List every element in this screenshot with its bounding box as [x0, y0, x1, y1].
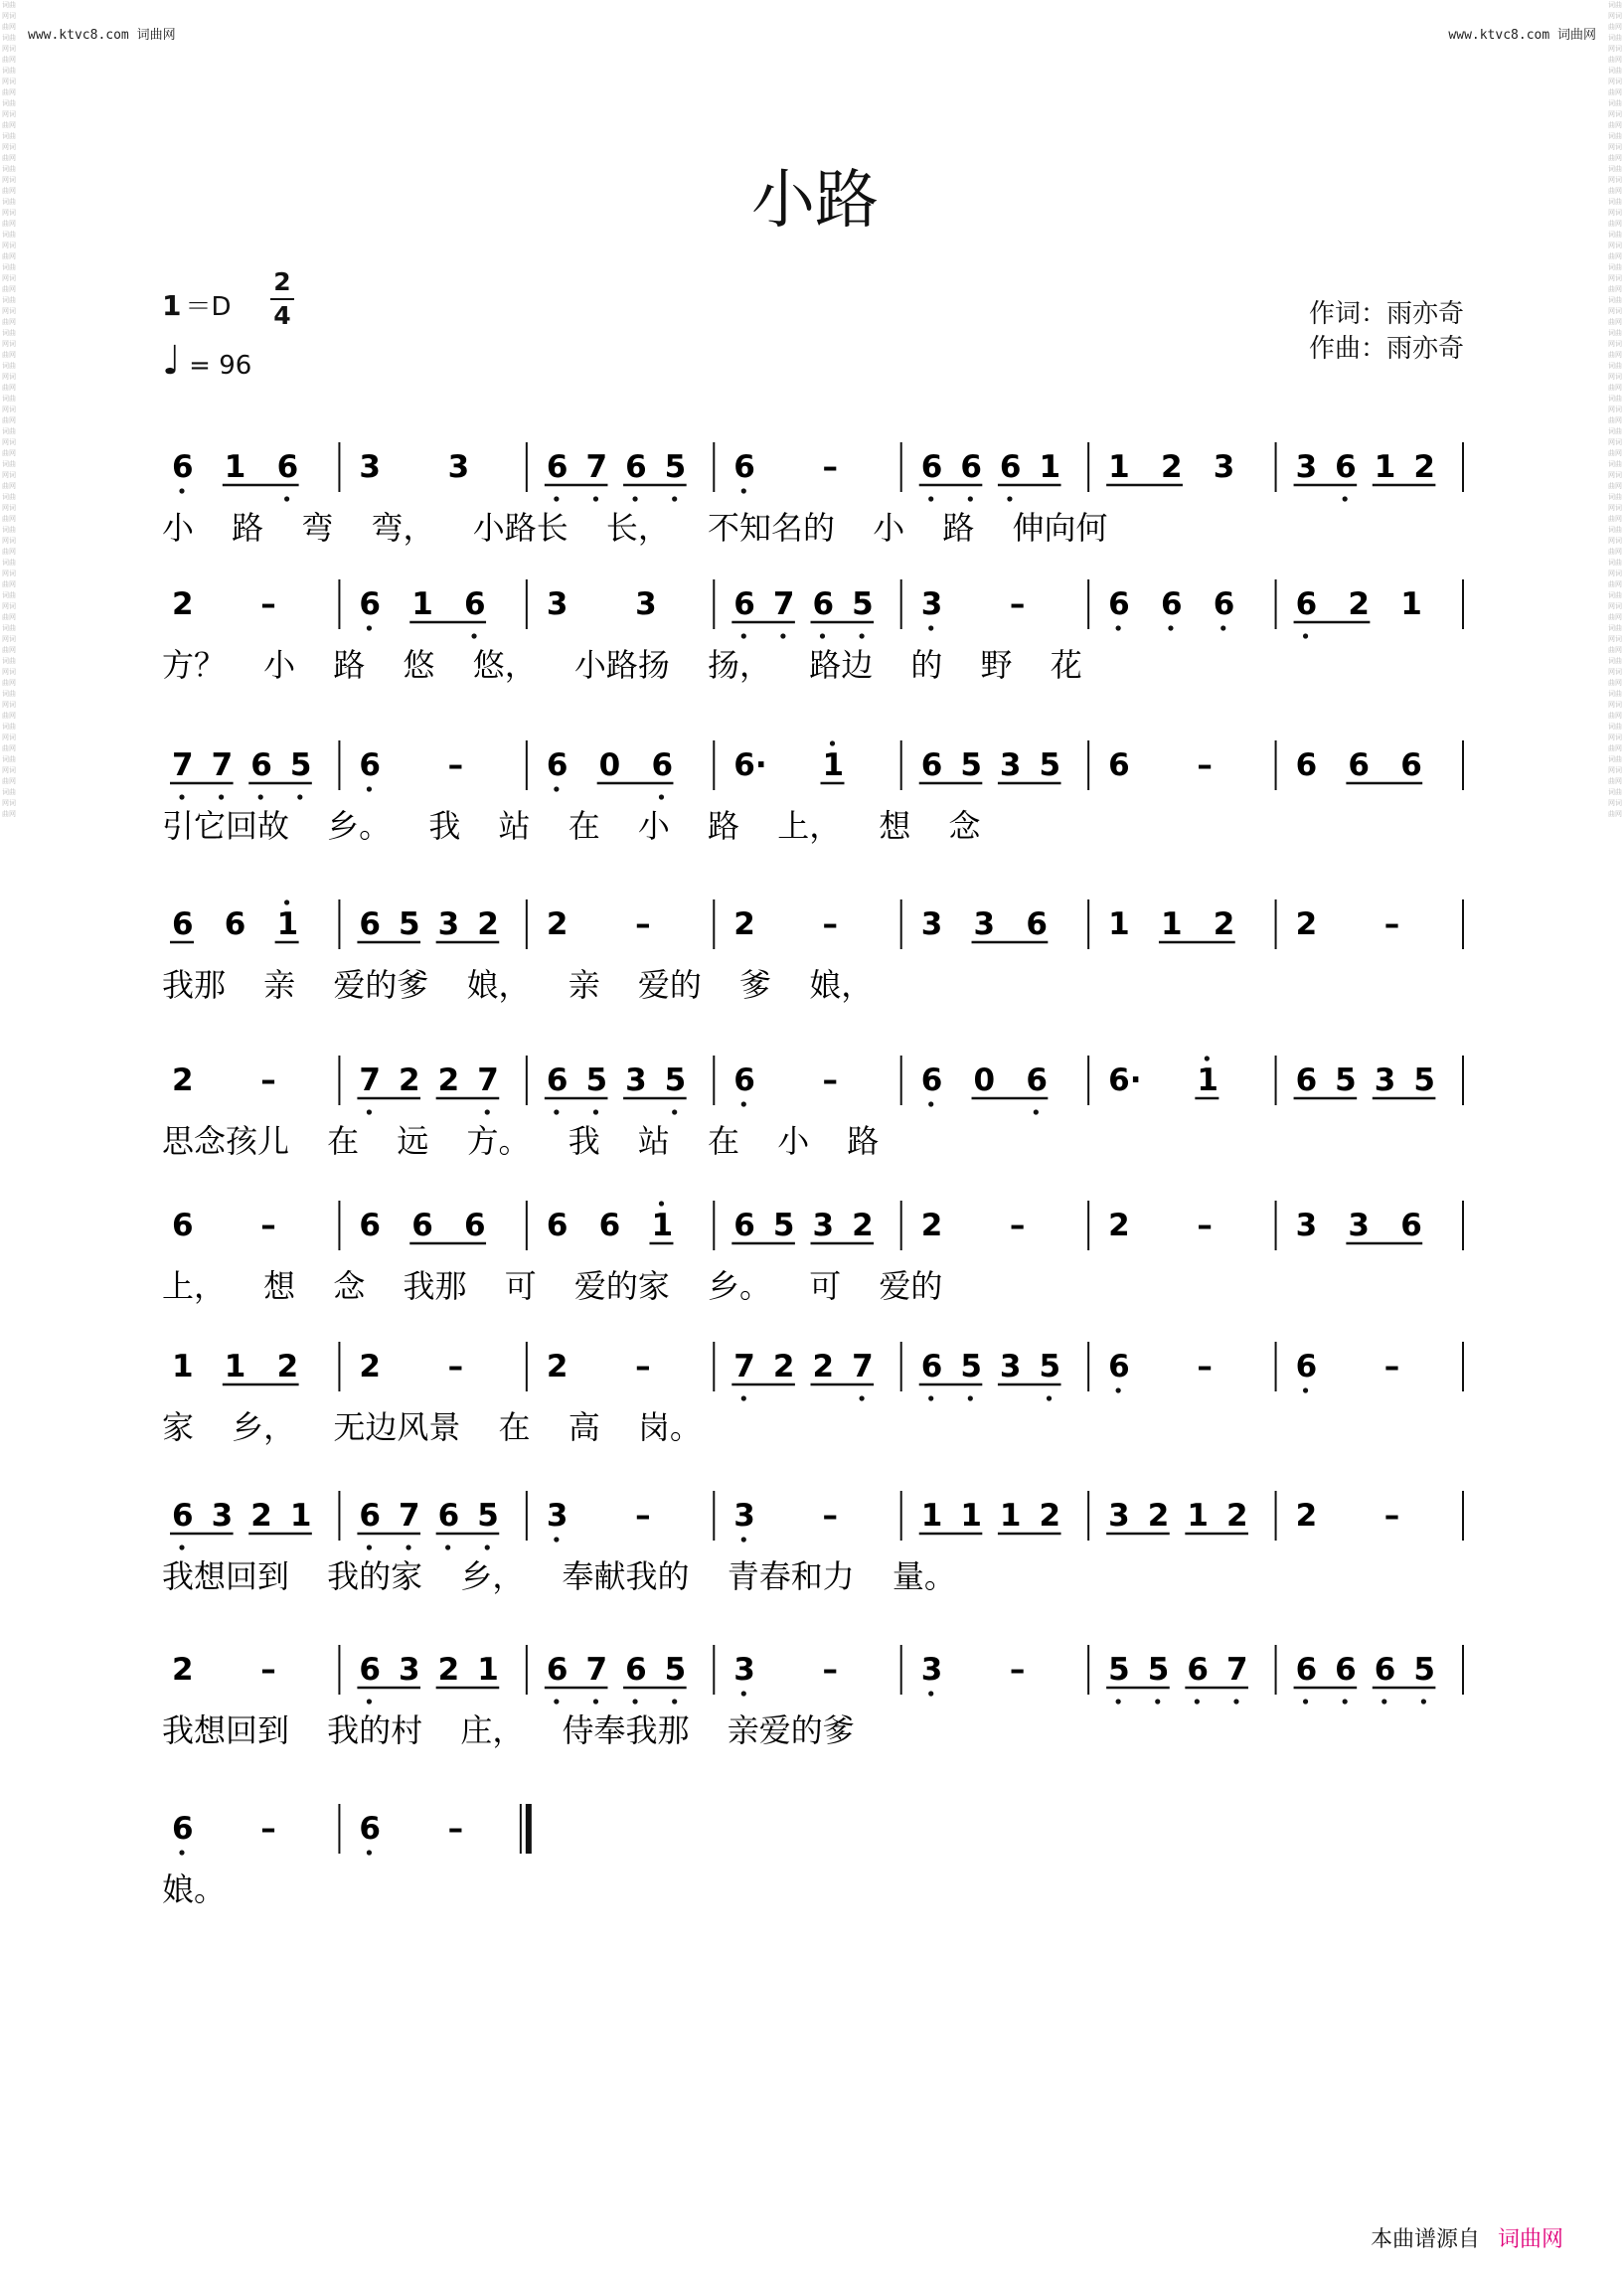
low-octave-dot [219, 794, 224, 799]
note-digit: 6 [960, 449, 982, 485]
note-digit: 6 [250, 747, 272, 783]
note-digit: – [1197, 1349, 1213, 1384]
note-digit: 3 [546, 586, 568, 622]
note-digit: 1 [1187, 1498, 1209, 1534]
low-octave-dot [1007, 496, 1012, 501]
note-digit: 3 [437, 906, 460, 942]
low-octave-dot [179, 488, 184, 493]
low-octave-dot [672, 1109, 677, 1114]
low-octave-dot [554, 786, 559, 791]
lyric-line: 思念孩儿 在 远 方。 我 站 在 小 路 [162, 1122, 880, 1160]
note-digit: – [447, 1811, 464, 1847]
note-digit: 0 [973, 1062, 996, 1098]
low-octave-dot [1034, 1109, 1039, 1114]
low-octave-dot [1155, 1699, 1160, 1704]
note-digit: 6 [359, 1811, 382, 1847]
note-digit: 6 [172, 1811, 194, 1847]
low-octave-dot [1220, 625, 1225, 630]
low-octave-dot [741, 1101, 746, 1106]
lyric-line: 小 路 弯 弯， 小路长 长， 不知名的 小 路 伸向何 [162, 509, 1108, 547]
low-octave-dot [928, 496, 933, 501]
note-digit: 1 [1108, 906, 1130, 942]
note-digit: 6 [359, 586, 382, 622]
low-octave-dot [928, 1691, 933, 1696]
low-octave-dot [672, 1699, 677, 1704]
note-digit: 2 [920, 1208, 943, 1243]
note-digit: 6 [920, 449, 943, 485]
note-digit: 1 [477, 1652, 499, 1688]
note-digit: 2 [172, 1062, 194, 1098]
low-octave-dot [1233, 1699, 1238, 1704]
note-digit: 1 [822, 747, 845, 783]
note-digit: 3 [999, 1349, 1022, 1384]
note-digit: 6 [1160, 586, 1183, 622]
quarter-note-icon: ♩ [162, 338, 181, 384]
note-digit: 6 [1374, 1652, 1396, 1688]
site-header-right[interactable]: www.ktvc8.com 词曲网 [1448, 28, 1596, 43]
note-digit: 7 [477, 1062, 499, 1098]
note-digit: – [260, 1652, 276, 1688]
note-digit: – [260, 586, 276, 622]
note-digit: 1 [1160, 906, 1183, 942]
lyric-line: 家 乡， 无边风景 在 高 岗。 [162, 1408, 702, 1446]
note-digit: 5 [1039, 1349, 1061, 1384]
watermark-left: 词曲网词曲网词曲网词曲网词曲网词曲网词曲网词曲网词曲网词曲网词曲网词曲网词曲网词曲网词曲网词曲网词曲网词曲网词曲网词曲网词曲网词曲网词曲网词曲网词曲网词曲网词曲网词曲网词曲网词曲网词曲网词曲网词曲网词曲网词曲网词曲网词曲网词曲网词曲网词曲网词曲网词曲网词曲网词曲网词曲网词曲网词曲网词曲网词曲网词曲网 [2, 1, 16, 818]
note-digit: 7 [585, 1652, 608, 1688]
note-digit: 6 [172, 1208, 194, 1243]
key-tonic: 1 [162, 289, 182, 322]
note-digit: – [1383, 1349, 1400, 1384]
note-digit: 6 [1400, 1208, 1422, 1243]
lyric-line: 我想回到 我的村 庄， 侍奉我那 亲爱的爹 [162, 1711, 855, 1749]
footer-source [1371, 2222, 1563, 2253]
low-octave-dot [554, 496, 559, 501]
low-octave-dot [593, 1109, 598, 1114]
note-digit: 1 [276, 906, 299, 942]
song-title: 小路 [751, 164, 879, 238]
lyric-line: 引它回故 乡。 我 站 在 小 路 上， 想 念 [162, 807, 981, 845]
note-digit: 6 [598, 1208, 621, 1243]
note-digit: – [635, 906, 651, 942]
note-digit: 1 [1400, 586, 1422, 622]
low-octave-dot [860, 633, 865, 638]
note-digit: 2 [1413, 449, 1435, 485]
note-digit: – [1009, 1652, 1026, 1688]
note-digit: 6 [812, 586, 835, 622]
note-digit: 6 [1108, 1349, 1130, 1384]
low-octave-dot [860, 1395, 865, 1400]
note-digit: 6 [733, 1208, 755, 1243]
low-octave-dot [1421, 1699, 1426, 1704]
note-digit: 2 [359, 1349, 382, 1384]
note-digit: – [260, 1208, 276, 1243]
note-digit: – [447, 747, 464, 783]
note-digit: 1 [411, 586, 433, 622]
note-digit: 6 [172, 449, 194, 485]
note-digit: 6 [625, 449, 647, 485]
lyric-line: 方？ 小 路 悠 悠， 小路扬 扬， 路边 的 野 花 [162, 646, 1082, 684]
note-digit: 2 [1108, 1208, 1130, 1243]
note-digit: 2 [1225, 1498, 1248, 1534]
note-digit: 5 [477, 1498, 499, 1534]
note-digit: 3 [399, 1652, 420, 1688]
note-digit: 2 [1213, 906, 1235, 942]
note-digit: – [260, 1062, 276, 1098]
note-digit: 7 [1225, 1652, 1248, 1688]
low-octave-dot [968, 1395, 973, 1400]
note-digit: – [822, 1062, 838, 1098]
note-digit: 1 [999, 1498, 1022, 1534]
note-digit: 5 [1335, 1062, 1357, 1098]
note-digit: 5 [772, 1208, 795, 1243]
low-octave-dot [1381, 1699, 1386, 1704]
note-digit: 5 [664, 1652, 687, 1688]
low-octave-dot [1116, 1699, 1121, 1704]
note-digit: 2 [1295, 906, 1318, 942]
note-digit: 5 [1413, 1652, 1435, 1688]
note-digit: 3 [635, 586, 657, 622]
note-digit: 6 [1213, 586, 1235, 622]
low-octave-dot [1303, 1699, 1308, 1704]
note-digit: 5 [960, 1349, 982, 1384]
note-digit: 6 [1348, 747, 1370, 783]
note-digit: 5 [960, 747, 982, 783]
note-digit: 5 [289, 747, 312, 783]
note-digit: – [822, 1652, 838, 1688]
note-digit: 7 [211, 747, 234, 783]
low-octave-dot [554, 1109, 559, 1114]
note-digit: 2 [1295, 1498, 1318, 1534]
note-digit: – [822, 1498, 838, 1534]
key-name: ＝D [185, 292, 232, 322]
note-digit: 6 [172, 1498, 194, 1534]
low-octave-dot [1303, 633, 1308, 638]
low-octave-dot [928, 625, 933, 630]
note-digit: 6 [411, 1208, 433, 1243]
note-digit: 2 [852, 1208, 874, 1243]
note-digit: 3 [812, 1208, 835, 1243]
note-digit: 6 [733, 449, 755, 485]
low-octave-dot [445, 1545, 450, 1549]
low-octave-dot [968, 496, 973, 501]
low-octave-dot [367, 786, 372, 791]
low-octave-dot [593, 1699, 598, 1704]
note-digit: 6 [359, 1652, 382, 1688]
low-octave-dot [179, 1850, 184, 1855]
note-digit: 6 [1295, 747, 1318, 783]
note-digit: 7 [399, 1498, 420, 1534]
note-digit: 6 [1295, 1349, 1318, 1384]
note-digit: 3 [733, 1498, 755, 1534]
low-octave-dot [1343, 1699, 1348, 1704]
note-digit: 6 [546, 1062, 568, 1098]
low-octave-dot [741, 1537, 746, 1542]
note-digit: 2 [546, 906, 568, 942]
lyric-line: 我那 亲 爱的爹 娘， 亲 爱的 爹 娘， [162, 966, 874, 1004]
low-octave-dot [1303, 1387, 1308, 1392]
note-digit: 6 [359, 906, 382, 942]
low-octave-dot [1047, 1395, 1052, 1400]
note-digit: 3 [1348, 1208, 1370, 1243]
footer-source-text: 本曲谱源自 [1371, 2227, 1481, 2252]
note-digit: 5 [1039, 747, 1061, 783]
note-digit: 2 [1147, 1498, 1170, 1534]
low-octave-dot [1168, 625, 1173, 630]
note-digit: 7 [585, 449, 608, 485]
note-digit: – [1009, 1208, 1026, 1243]
note-digit: – [822, 906, 838, 942]
note-digit: 6 [546, 1208, 568, 1243]
note-digit: 1 [960, 1498, 982, 1534]
note-digit: 6 [733, 1062, 755, 1098]
note-digit: – [635, 1349, 651, 1384]
note-digit: 2 [1160, 449, 1183, 485]
note-digit: 2 [276, 1349, 299, 1384]
note-digit: 1 [1374, 449, 1396, 485]
note-digit: 6 [172, 906, 194, 942]
note-digit: 2 [437, 1062, 460, 1098]
note-digit: – [1197, 1208, 1213, 1243]
note-digit: 2 [477, 906, 499, 942]
low-octave-dot [741, 1395, 746, 1400]
note-digit: 6 [546, 1652, 568, 1688]
note-digit: – [1383, 1498, 1400, 1534]
note-digit: 6 [546, 449, 568, 485]
note-digit: 1 [920, 1498, 943, 1534]
lyric-line: 娘。 [162, 1871, 227, 1908]
note-digit: 5 [664, 1062, 687, 1098]
low-octave-dot [284, 496, 289, 501]
note-digit: 6 [1187, 1652, 1209, 1688]
low-octave-dot [367, 1109, 372, 1114]
note-digit: 2 [546, 1349, 568, 1384]
note-digit: 3 [211, 1498, 234, 1534]
note-digit: – [1383, 906, 1400, 942]
low-octave-dot [780, 633, 785, 638]
time-sig-top: 2 [273, 267, 291, 296]
note-digit: 3 [920, 586, 943, 622]
note-digit: 3 [1374, 1062, 1396, 1098]
note-digit: 2 [812, 1349, 835, 1384]
high-octave-dot [284, 899, 289, 904]
note-digit: 3 [546, 1498, 568, 1534]
note-digit: 5 [664, 449, 687, 485]
low-octave-dot [367, 1545, 372, 1549]
note-digit: 6 [1295, 1062, 1318, 1098]
note-digit: 1 [224, 1349, 246, 1384]
note-digit: 6 [359, 747, 382, 783]
note-digit: 3 [1295, 1208, 1318, 1243]
note-digit: 2 [437, 1652, 460, 1688]
note-digit: 1 [172, 1349, 194, 1384]
note-digit: 6 [1400, 747, 1422, 783]
low-octave-dot [297, 794, 302, 799]
note-digit: 1 [224, 449, 246, 485]
low-octave-dot [632, 1699, 637, 1704]
low-octave-dot [1195, 1699, 1200, 1704]
note-digit: 6 [651, 747, 674, 783]
footer-brand-link[interactable]: 词曲网 [1498, 2227, 1564, 2252]
lyric-line: 上， 想 念 我那 可 爱的家 乡。 可 爱的 [162, 1267, 943, 1305]
note-digit: 7 [172, 747, 194, 783]
note-digit: 7 [772, 586, 795, 622]
note-digit: – [1009, 586, 1026, 622]
note-digit: 6 [1295, 586, 1318, 622]
low-octave-dot [258, 794, 263, 799]
low-octave-dot [820, 633, 825, 638]
note-digit: 1 [1197, 1062, 1218, 1098]
low-octave-dot [1343, 496, 1348, 501]
note-digit: 2 [250, 1498, 272, 1534]
note-digit: 6 [224, 906, 246, 942]
note-digit: 6 [1108, 747, 1130, 783]
note-digit: 6 [1335, 1652, 1357, 1688]
low-octave-dot [741, 633, 746, 638]
lyricist-credit: 作词：雨亦奇 [1308, 299, 1464, 329]
note-digit: 1 [289, 1498, 312, 1534]
note-digit: 6 [920, 1349, 943, 1384]
note-digit: 6 [920, 747, 943, 783]
note-digit: 6· [733, 747, 767, 783]
note-digit: 5 [852, 586, 874, 622]
note-digit: 6 [999, 449, 1022, 485]
low-octave-dot [485, 1109, 490, 1114]
note-digit: – [1197, 747, 1213, 783]
note-digit: 6 [437, 1498, 460, 1534]
note-digit: 5 [399, 906, 420, 942]
note-digit: 6· [1108, 1062, 1142, 1098]
note-digit: 3 [1295, 449, 1318, 485]
note-digit: 5 [1108, 1652, 1130, 1688]
low-octave-dot [741, 1691, 746, 1696]
note-digit: 6 [359, 1208, 382, 1243]
low-octave-dot [179, 1545, 184, 1549]
low-octave-dot [1116, 1387, 1121, 1392]
note-digit: 1 [1108, 449, 1130, 485]
tempo-value: = 96 [189, 351, 252, 381]
note-digit: 2 [1348, 586, 1370, 622]
low-octave-dot [367, 1699, 372, 1704]
note-digit: 6 [1026, 906, 1048, 942]
low-octave-dot [672, 496, 677, 501]
low-octave-dot [741, 488, 746, 493]
low-octave-dot [928, 1395, 933, 1400]
high-octave-dot [1205, 1056, 1210, 1060]
note-digit: 1 [651, 1208, 674, 1243]
note-digit: 2 [772, 1349, 795, 1384]
lyric-line: 我想回到 我的家 乡， 奉献我的 青春和力 量。 [162, 1557, 956, 1595]
note-digit: – [447, 1349, 464, 1384]
note-digit: 6 [625, 1652, 647, 1688]
note-digit: 7 [852, 1349, 874, 1384]
note-digit: 6 [464, 586, 486, 622]
note-digit: 2 [172, 586, 194, 622]
composer-credit: 作曲：雨亦奇 [1308, 334, 1464, 364]
low-octave-dot [485, 1545, 490, 1549]
note-digit: 1 [1039, 449, 1061, 485]
low-octave-dot [1116, 625, 1121, 630]
low-octave-dot [554, 1537, 559, 1542]
note-digit: 5 [585, 1062, 608, 1098]
note-digit: 2 [172, 1652, 194, 1688]
low-octave-dot [593, 496, 598, 501]
note-digit: 2 [733, 906, 755, 942]
low-octave-dot [471, 633, 476, 638]
note-digit: 7 [733, 1349, 755, 1384]
note-digit: 3 [1108, 1498, 1130, 1534]
note-digit: 6 [733, 586, 755, 622]
note-digit: 6 [1026, 1062, 1048, 1098]
note-digit: 6 [546, 747, 568, 783]
note-digit: 6 [276, 449, 299, 485]
note-digit: 2 [399, 1062, 420, 1098]
low-octave-dot [179, 794, 184, 799]
note-digit: 6 [1108, 586, 1130, 622]
note-digit: 3 [973, 906, 996, 942]
site-header-left[interactable]: www.ktvc8.com 词曲网 [28, 28, 176, 43]
low-octave-dot [554, 1699, 559, 1704]
low-octave-dot [367, 1850, 372, 1855]
note-digit: 6 [1295, 1652, 1318, 1688]
low-octave-dot [406, 1545, 410, 1549]
low-octave-dot [632, 496, 637, 501]
note-digit: 0 [598, 747, 621, 783]
note-digit: 3 [999, 747, 1022, 783]
note-digit: 3 [733, 1652, 755, 1688]
note-digit: – [260, 1811, 276, 1847]
low-octave-dot [367, 625, 372, 630]
note-digit: 5 [1413, 1062, 1435, 1098]
note-digit: – [635, 1498, 651, 1534]
high-octave-dot [830, 740, 835, 745]
note-digit: 6 [920, 1062, 943, 1098]
note-digit: 6 [359, 1498, 382, 1534]
note-digit: 6 [1335, 449, 1357, 485]
note-digit: 3 [920, 906, 943, 942]
high-octave-dot [659, 1201, 664, 1206]
note-digit: 3 [447, 449, 470, 485]
note-digit: 3 [625, 1062, 647, 1098]
note-digit: 3 [1213, 449, 1235, 485]
time-sig-bottom: 4 [273, 301, 291, 330]
note-digit: 5 [1147, 1652, 1170, 1688]
note-digit: 6 [464, 1208, 486, 1243]
note-digit: – [822, 449, 838, 485]
low-octave-dot [928, 1101, 933, 1106]
note-digit: 7 [359, 1062, 382, 1098]
note-digit: 3 [359, 449, 382, 485]
note-digit: 3 [920, 1652, 943, 1688]
watermark-right: 词曲网词曲网词曲网词曲网词曲网词曲网词曲网词曲网词曲网词曲网词曲网词曲网词曲网词曲网词曲网词曲网词曲网词曲网词曲网词曲网词曲网词曲网词曲网词曲网词曲网词曲网词曲网词曲网词曲网词曲网词曲网词曲网词曲网词曲网词曲网词曲网词曲网词曲网词曲网词曲网词曲网词曲网词曲网词曲网词曲网词曲网词曲网词曲网词曲网词曲网 [1608, 1, 1622, 818]
note-digit: 2 [1039, 1498, 1061, 1534]
low-octave-dot [659, 794, 664, 799]
